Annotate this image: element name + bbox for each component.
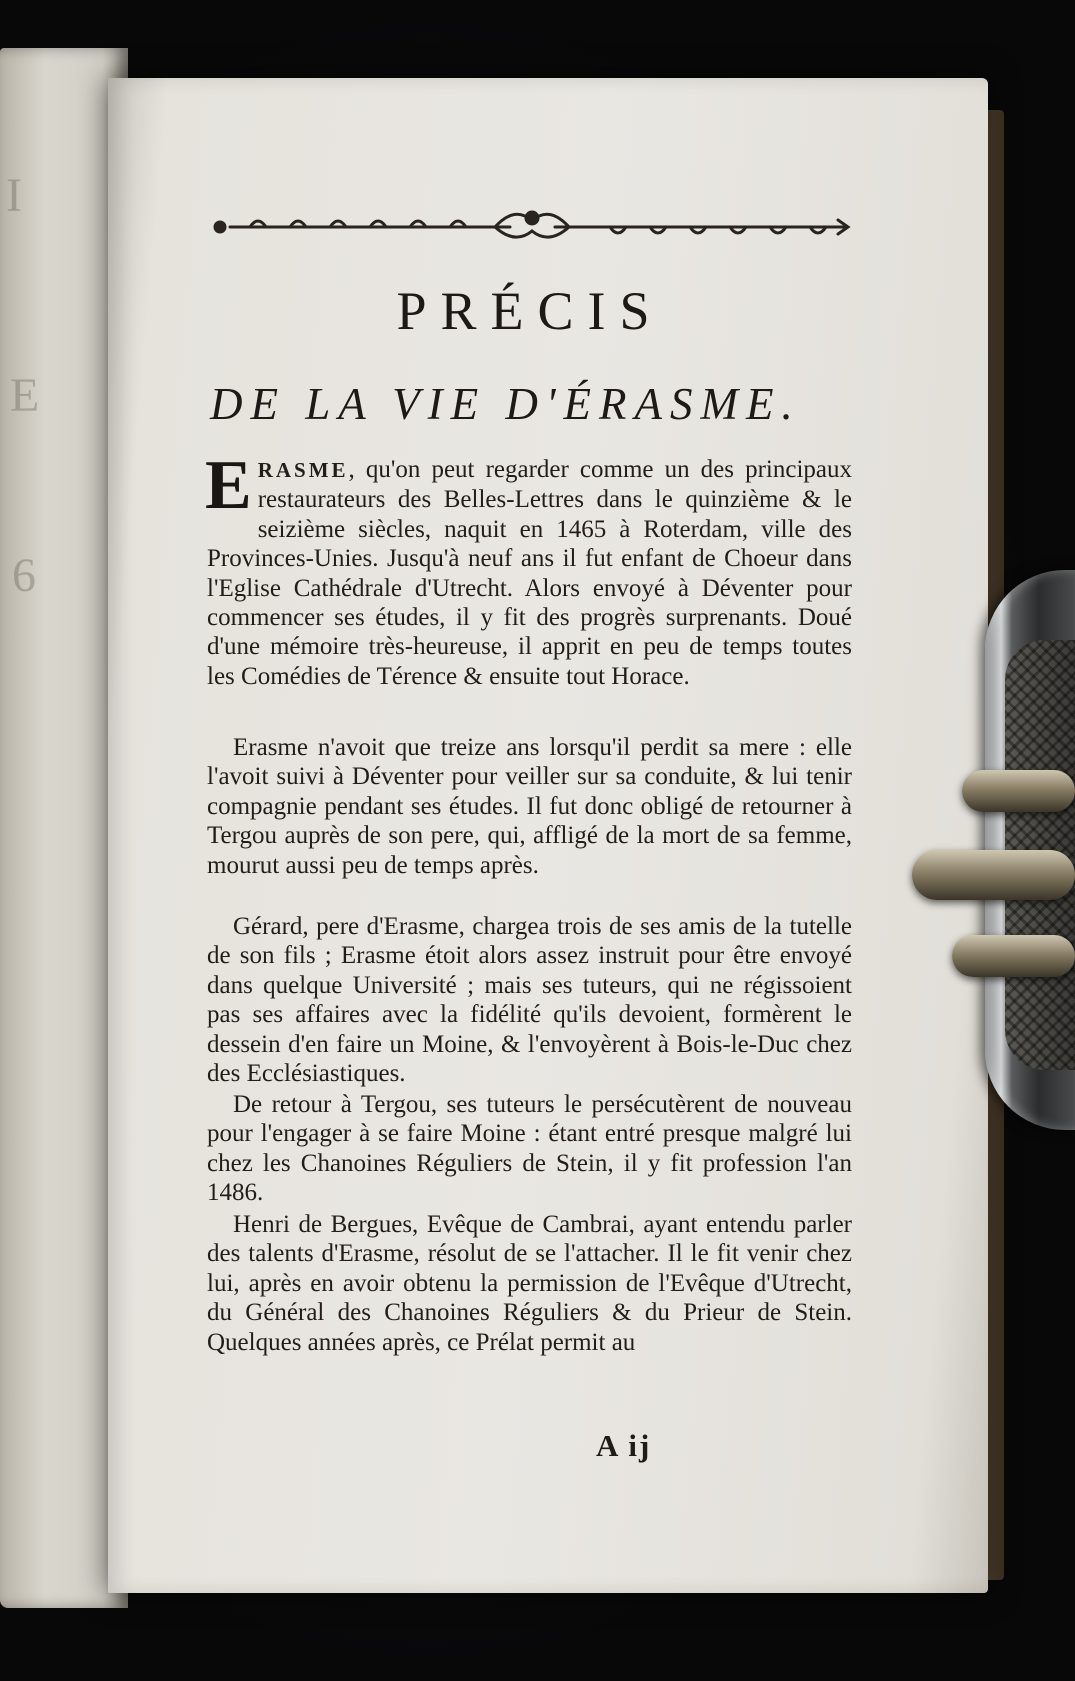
show-through-glyph: I (6, 169, 22, 222)
paragraph-1-text: , qu'on peut regarder comme un des principaux restaurateurs des Belles-Lettres dans le quinzième & le seizième siècles, naquit en 1465 à Roterdam, ville des Provinces-Unies. Jusqu'à neuf ans il fut enfant de Choeur dans l'Eglise Cathédrale d'Utrecht. Alors envoyé à Déventer pour commencer ses études, il y fit des progrès surprenants. Doué d'une mémoire très-heureuse, il apprit en peu de temps toutes les Comédies de Térence & ensuite tout Horace. (207, 456, 852, 690)
signature-mark: A ij (596, 1428, 652, 1463)
clasp-hook-bar (952, 935, 1075, 977)
show-through-glyph: E (10, 369, 40, 422)
clasp-hook (912, 770, 1075, 985)
paragraph-4: De retour à Tergou, ses tuteurs le persécutèrent de nouveau pour l'engager à se faire Moine : étant entré presque malgré lui chez les Chanoines Réguliers de Stein, il y fit profession l'an 1486. (207, 1091, 852, 1207)
headpiece-ornament (210, 200, 855, 250)
page-title: PRÉCIS (396, 281, 664, 341)
page-subtitle: DE LA VIE D'ÉRASME. (210, 379, 801, 429)
paragraph-3: Gérard, pere d'Erasme, chargea trois de ses amis de la tutelle de son fils ; Erasme étoit alors assez instruit pour être envoyé dans quelque Université ; mais ses tuteurs, qui ne régissoient pas ses affaires avec la fidélité qu'ils devoient, formèrent le dessein d'en faire un Moine, & l'envoyèrent à Bois-le-Duc chez des Ecclésiastiques. (207, 913, 852, 1088)
paragraph-1 (205, 447, 852, 691)
show-through-glyph: 6 (12, 549, 36, 602)
clasp-hook-bar (962, 770, 1075, 812)
first-word: RASME (257, 458, 349, 482)
clasp-hook-bar (912, 850, 1075, 900)
paragraph-2: Erasme n'avoit que treize ans lorsqu'il perdit sa mere : elle l'avoit suivi à Déventer pour veiller sur sa conduite, & lui tenir compagnie pendant ses études. Il fut donc obligé de retourner à Tergou auprès de son pere, qui, affligé de la mort de sa femme, mourut aussi peu de temps après. (207, 734, 852, 879)
drop-cap: E (205, 447, 252, 524)
paragraph-5: Henri de Bergues, Evêque de Cambrai, ayant entendu parler des talents d'Erasme, résolut de se l'attacher. Il le fit venir chez lui, après en avoir obtenu la permission de l'Evêque d'Utrecht, du Général des Chanoines Réguliers & du Prieur de Stein. Quelques années après, ce Prélat permit au (207, 1211, 852, 1356)
